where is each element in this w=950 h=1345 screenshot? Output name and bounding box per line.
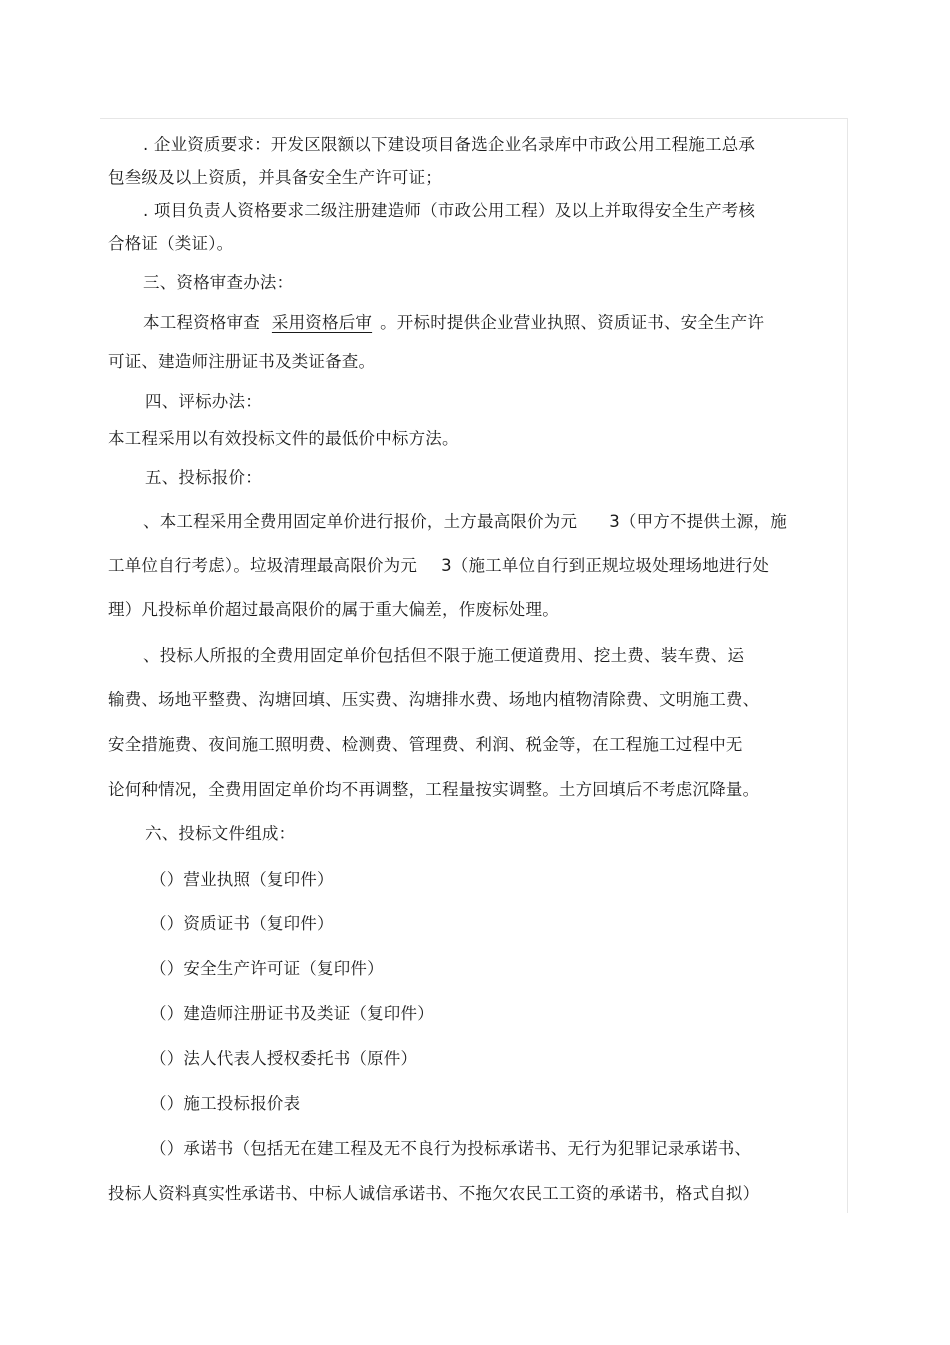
list-item-business-license: （）营业执照（复印件） — [150, 870, 334, 889]
section-heading-evaluation: 四、评标办法： — [145, 392, 262, 411]
review-method-value: 采用资格后审 — [271, 313, 373, 332]
text-line-price-garbage — [108, 554, 769, 578]
review-method-suffix: 。开标时提供企业营业执照、资质证书、安全生产许 — [380, 313, 765, 332]
text-line-unit-price-scope-4: 论何种情况，全费用固定单价均不再调整，工程量按实调整。土方回填后不考虑沉降量。 — [108, 780, 760, 799]
text-line-review-method-cont: 可证、建造师注册证书及类证备查。 — [108, 352, 376, 371]
list-item-constructor-certificate: （）建造师注册证书及类证（复印件） — [150, 1004, 434, 1023]
list-item-bid-price-table: （）施工投标报价表 — [150, 1094, 301, 1113]
list-item-commitment-letters: （）承诺书（包括无在建工程及无不良行为投标承诺书、无行为犯罪记录承诺书、 — [150, 1139, 752, 1158]
text-line-enterprise-qualification-cont: 包叁级及以上资质，并具备安全生产许可证； — [108, 168, 442, 187]
price-garbage-unit: 3（施工单位自行到正规垃圾处理场地进行处 — [441, 556, 770, 575]
list-item-qualification-certificate: （）资质证书（复印件） — [150, 914, 334, 933]
text-line-enterprise-qualification: . 企业资质要求：开发区限额以下建设项目备选企业名录库中市政公用工程施工总承 — [143, 135, 756, 154]
page-border-right — [847, 118, 848, 1213]
price-earthwork-unit: 3（甲方不提供土源，施 — [609, 512, 787, 531]
text-line-unit-price-scope-2: 输费、场地平整费、沟塘回填、压实费、沟塘排水费、场地内植物清除费、文明施工费、 — [108, 690, 760, 709]
price-earthwork-text: 、本工程采用全费用固定单价进行报价，土方最高限价为元 — [143, 512, 578, 531]
list-item-safety-license: （）安全生产许可证（复印件） — [150, 959, 384, 978]
price-garbage-text: 工单位自行考虑）。垃圾清理最高限价为元 — [108, 556, 418, 575]
text-line-manager-qualification: . 项目负责人资格要求二级注册建造师（市政公用工程）及以上并取得安全生产考核 — [143, 201, 756, 220]
page-border-top — [100, 118, 848, 119]
list-item-power-of-attorney: （）法人代表人授权委托书（原件） — [150, 1049, 418, 1068]
text-line-price-earthwork — [143, 510, 787, 534]
text-line-unit-price-scope: 、投标人所报的全费用固定单价包括但不限于施工便道费用、挖土费、装车费、运 — [143, 646, 745, 665]
text-line-review-method — [143, 311, 764, 335]
section-heading-bid-documents: 六、投标文件组成： — [145, 824, 296, 843]
section-heading-qualification-review: 三、资格审查办法： — [143, 273, 294, 292]
section-heading-bid-price: 五、投标报价： — [145, 468, 262, 487]
text-line-unit-price-scope-3: 安全措施费、夜间施工照明费、检测费、管理费、利润、税金等，在工程施工过程中无 — [108, 735, 743, 754]
review-method-prefix: 本工程资格审查 — [143, 313, 260, 332]
text-line-manager-qualification-cont: 合格证（类证）。 — [108, 234, 234, 253]
text-line-evaluation-method: 本工程采用以有效投标文件的最低价中标方法。 — [108, 429, 459, 448]
text-line-price-deviation: 理）凡投标单价超过最高限价的属于重大偏差，作废标处理。 — [108, 600, 559, 619]
text-line-commitment-letters-cont: 投标人资料真实性承诺书、中标人诚信承诺书、不拖欠农民工工资的承诺书，格式自拟） — [108, 1184, 760, 1203]
